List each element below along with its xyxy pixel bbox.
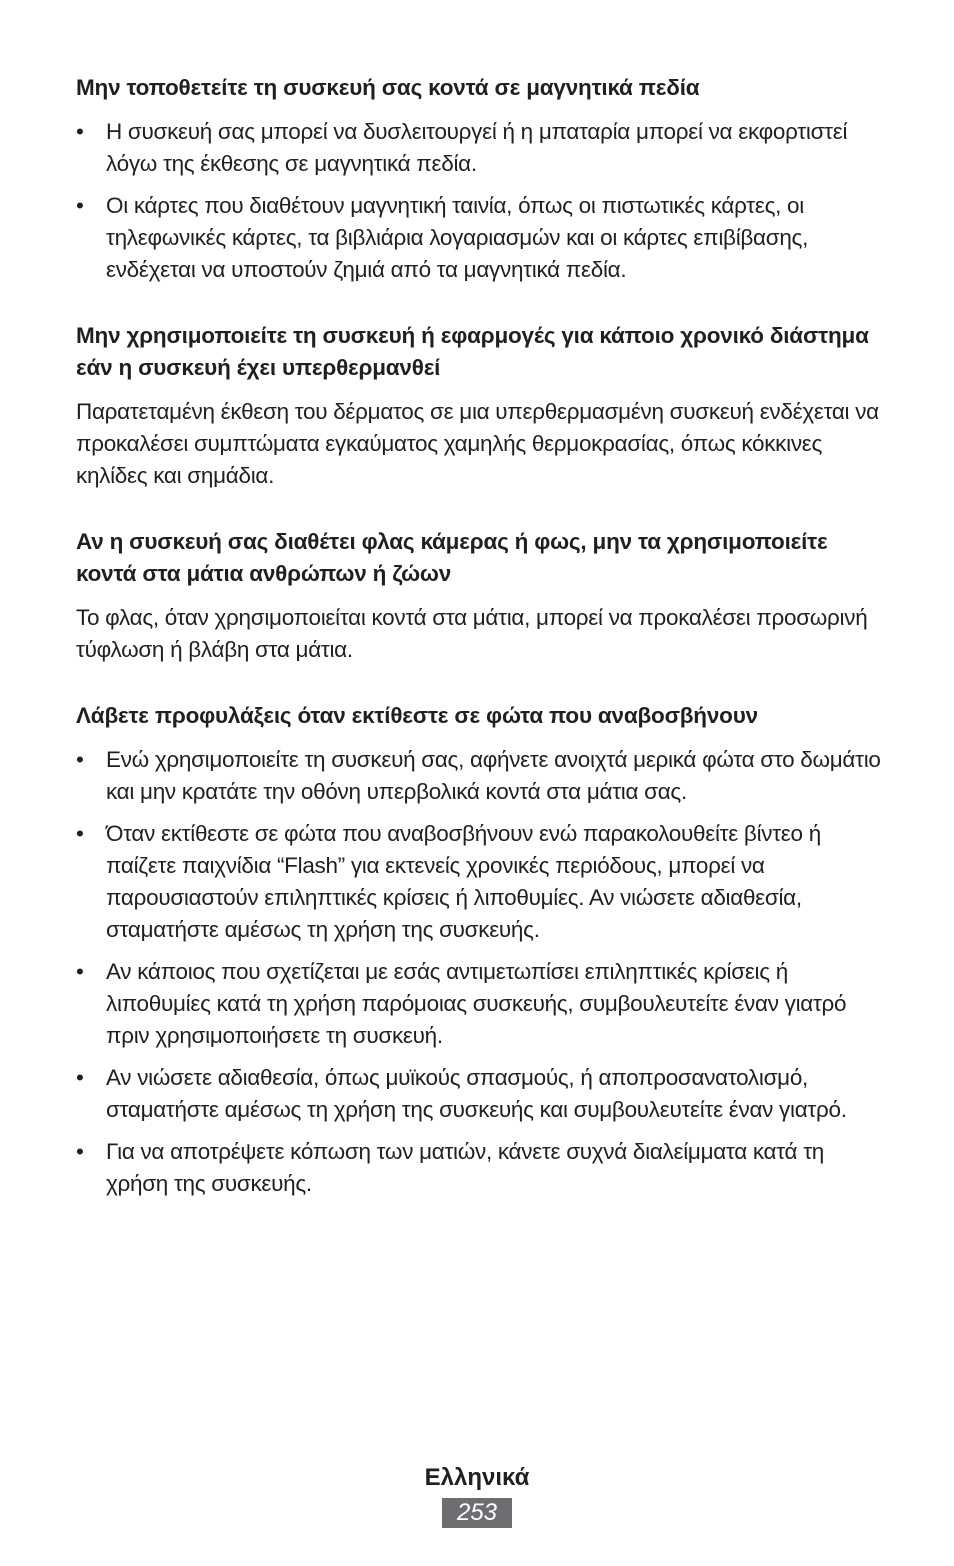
bullet-dot: • bbox=[76, 821, 84, 846]
section-camera-flash bbox=[76, 526, 886, 666]
list-item-text: Όταν εκτίθεστε σε φώτα που αναβοσβήνουν ενώ παρακολουθείτε βίντεο ή παίζετε παιχνίδια “Flash” για εκτενείς χρονικές περιόδους, μπορεί να παρουσιαστούν επιληπτικές κρίσεις ή λιποθυμίες. Αν νιώσετε αδιαθεσία, σταματήστε αμέσως τη χρήση της συσκευής. bbox=[106, 821, 821, 942]
section-heading: Λάβετε προφυλάξεις όταν εκτίθεστε σε φώτα που αναβοσβήνουν bbox=[76, 703, 758, 728]
bullet-dot: • bbox=[76, 119, 84, 144]
section-flashing-lights bbox=[76, 700, 886, 1200]
list-item bbox=[76, 744, 886, 808]
page-footer bbox=[0, 1462, 954, 1528]
bullet-dot: • bbox=[76, 193, 84, 218]
list-item bbox=[76, 190, 886, 286]
list-item bbox=[76, 818, 886, 946]
section-magnetic-fields bbox=[76, 72, 886, 286]
list-item bbox=[76, 116, 886, 180]
list-item bbox=[76, 1136, 886, 1200]
section-paragraph: Το φλας, όταν χρησιμοποιείται κοντά στα μάτια, μπορεί να προκαλέσει προσωρινή τύφλωση ή βλάβη στα μάτια. bbox=[76, 605, 868, 662]
bullet-dot: • bbox=[76, 959, 84, 984]
bullet-list bbox=[76, 744, 886, 1200]
section-overheating bbox=[76, 320, 886, 492]
list-item-text: Ενώ χρησιμοποιείτε τη συσκευή σας, αφήνετε ανοιχτά μερικά φώτα στο δωμάτιο και μην κρατάτε την οθόνη υπερβολικά κοντά στα μάτια σας. bbox=[106, 747, 881, 804]
bullet-dot: • bbox=[76, 747, 84, 772]
list-item-text: Για να αποτρέψετε κόπωση των ματιών, κάνετε συχνά διαλείμματα κατά τη χρήση της συσκευής. bbox=[106, 1139, 824, 1196]
list-item bbox=[76, 1062, 886, 1126]
bullet-dot: • bbox=[76, 1065, 84, 1090]
section-heading: Μην χρησιμοποιείτε τη συσκευή ή εφαρμογές για κάποιο χρονικό διάστημα εάν η συσκευή έχει υπερθερμανθεί bbox=[76, 323, 869, 380]
section-paragraph: Παρατεταμένη έκθεση του δέρματος σε μια υπερθερμασμένη συσκευή ενδέχεται να προκαλέσει συμπτώματα εγκαύματος χαμηλής θερμοκρασίας, όπως κόκκινες κηλίδες και σημάδια. bbox=[76, 399, 879, 488]
list-item-text: Αν κάποιος που σχετίζεται με εσάς αντιμετωπίσει επιληπτικές κρίσεις ή λιποθυμίες κατά τη χρήση παρόμοιας συσκευής, συμβουλευτείτε έναν γιατρό πριν χρησιμοποιήσετε τη συσκευή. bbox=[106, 959, 847, 1048]
list-item-text: Η συσκευή σας μπορεί να δυσλειτουργεί ή η μπαταρία μπορεί να εκφορτιστεί λόγω της έκθεσης σε μαγνητικά πεδία. bbox=[106, 119, 848, 176]
page-content bbox=[76, 72, 886, 1234]
bullet-dot: • bbox=[76, 1139, 84, 1164]
section-heading: Αν η συσκευή σας διαθέτει φλας κάμερας ή φως, μην τα χρησιμοποιείτε κοντά στα μάτια ανθρώπων ή ζώων bbox=[76, 529, 828, 586]
section-heading: Μην τοποθετείτε τη συσκευή σας κοντά σε μαγνητικά πεδία bbox=[76, 75, 700, 100]
page-number-badge: 253 bbox=[442, 1498, 512, 1528]
bullet-list bbox=[76, 116, 886, 286]
list-item bbox=[76, 956, 886, 1052]
footer-language-label: Ελληνικά bbox=[424, 1464, 530, 1491]
list-item-text: Αν νιώσετε αδιαθεσία, όπως μυϊκούς σπασμούς, ή αποπροσανατολισμό, σταματήστε αμέσως τη χρήση της συσκευής και συμβουλευτείτε έναν γιατρό. bbox=[106, 1065, 847, 1122]
list-item-text: Οι κάρτες που διαθέτουν μαγνητική ταινία, όπως οι πιστωτικές κάρτες, οι τηλεφωνικές κάρτες, τα βιβλιάρια λογαριασμών και οι κάρτες επιβίβασης, ενδέχεται να υποστούν ζημιά από τα μαγνητικά πεδία. bbox=[106, 193, 809, 282]
